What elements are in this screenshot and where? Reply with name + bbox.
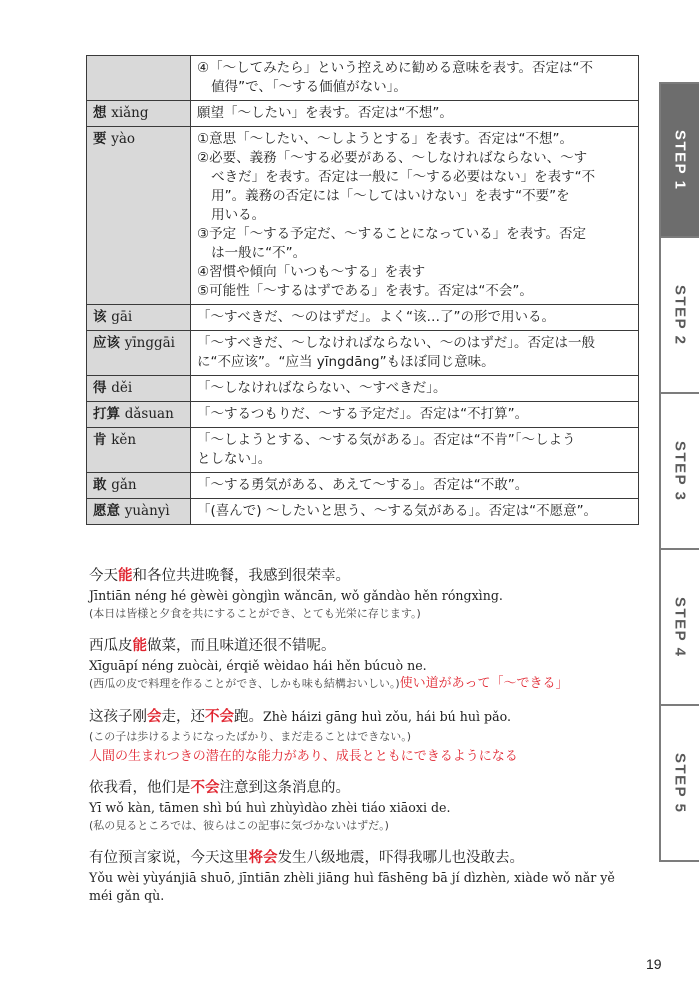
description-line: 「～するつもりだ、～する予定だ」。否定は“不打算”。	[197, 406, 529, 422]
grammar-row	[87, 305, 639, 331]
grammar-term-cell	[87, 499, 191, 525]
grammar-term: 愿意	[93, 503, 120, 519]
description-line: 「～すべきだ、～しなければならない、～のはずだ」。否定は一般	[197, 335, 595, 351]
sentence-text: 走，还	[161, 709, 205, 725]
description-line: 願望「～したい」を表す。否定は“不想”。	[197, 105, 453, 121]
sentence-text: 有位预言家说，今天这里	[89, 850, 249, 866]
description-line: としない」。	[197, 451, 272, 467]
grammar-term: 肯	[93, 432, 107, 448]
grammar-term-pinyin: gǎn	[111, 477, 137, 493]
grammar-description	[191, 499, 639, 525]
highlighted-word: 能	[118, 568, 133, 584]
grammar-term-pinyin: dǎsuan	[124, 406, 174, 422]
grammar-table	[86, 55, 639, 525]
grammar-row	[87, 127, 639, 305]
grammar-description	[191, 127, 639, 305]
pinyin-line: Yī wǒ kàn, tāmen shì bú huì zhùyìdào zhèi tiáo xiāoxi de.	[89, 800, 451, 815]
grammar-term-cell	[87, 473, 191, 499]
tab-step-4[interactable]	[659, 550, 699, 706]
tab-step-5[interactable]	[659, 706, 699, 862]
example-block	[89, 566, 641, 622]
grammar-term: 打算	[93, 406, 120, 422]
grammar-description	[191, 402, 639, 428]
translation-text: (西瓜の皮で料理を作ることができ、しかも味も結構おいしい。)	[89, 677, 400, 690]
chinese-sentence	[89, 778, 641, 799]
grammar-term-cell	[87, 376, 191, 402]
grammar-description	[191, 101, 639, 127]
pinyin-line: Xīguāpí néng zuòcài, érqiě wèidao hái hěn búcuò ne.	[89, 658, 427, 673]
translation-text: (私の見るところでは、彼らはこの記事に気づかないはずだ。)	[89, 819, 389, 832]
tab-label: STEP 5	[671, 752, 689, 814]
grammar-term: 该	[93, 309, 107, 325]
pinyin-line: Yǒu wèi yùyánjiā shuō, jīntiān zhèli jiāng huì fāshēng bā jí dìzhèn, xiàde wǒ nǎr yě méi gǎn qù.	[89, 870, 615, 903]
grammar-row	[87, 331, 639, 376]
usage-note: 使い道があって「～できる」	[399, 676, 569, 691]
grammar-term: 想	[93, 105, 107, 121]
sentence-text: 发生八级地震，吓得我哪儿也没敢去。	[277, 850, 524, 866]
description-line: ①意思「～したい、～しようとする」を表す。否定は“不想”。	[197, 131, 574, 147]
grammar-row	[87, 56, 639, 101]
tab-step-1[interactable]	[659, 82, 699, 238]
grammar-term: 要	[93, 131, 107, 147]
example-sentences	[89, 566, 641, 919]
sentence-text: 跑。	[234, 709, 263, 725]
highlighted-word: 不会	[190, 780, 220, 796]
sentence-text: 西瓜皮	[89, 638, 133, 654]
grammar-term-pinyin: kěn	[111, 432, 137, 448]
description-line: 「～する勇気がある、あえて～する」。否定は“不敢”。	[197, 477, 529, 493]
tab-step-2[interactable]	[659, 238, 699, 394]
grammar-table-body	[87, 56, 639, 525]
translation-text: (この子は歩けるようになったばかり、まだ走ることはできない。)	[89, 730, 412, 743]
grammar-row	[87, 402, 639, 428]
grammar-term-pinyin: xiǎng	[111, 105, 149, 121]
description-line: 用”。義務の否定には「～してはいけない」を表す“不要”を	[211, 188, 570, 204]
chinese-sentence	[89, 566, 641, 587]
tab-label: STEP 2	[671, 284, 689, 346]
chinese-sentence	[89, 848, 641, 869]
description-line: は一般に“不”。	[211, 245, 307, 261]
description-line: 値得”で、「～する価値がない」。	[211, 79, 407, 95]
highlighted-word: 将会	[248, 850, 278, 866]
example-block	[89, 848, 641, 905]
grammar-description	[191, 376, 639, 402]
tab-label: STEP 1	[671, 129, 689, 191]
grammar-term: 得	[93, 380, 107, 396]
description-line: ④習慣や傾向「いつも～する」を表す	[197, 264, 426, 280]
description-line: ②必要、義務「～する必要がある、～しなければならない、～す	[197, 150, 588, 166]
grammar-row	[87, 428, 639, 473]
grammar-term-pinyin: děi	[111, 380, 133, 396]
description-line: 「～しようとする、～する気がある」。否定は“不肯”「～しよう	[197, 432, 576, 448]
grammar-term-pinyin: yào	[111, 131, 136, 147]
grammar-term-pinyin: yīnggāi	[124, 335, 175, 351]
grammar-term-cell	[87, 127, 191, 305]
description-line: 用いる。	[211, 207, 266, 223]
description-line: に“不应该”。“应当 yīngdāng”もほぼ同じ意味。	[197, 354, 495, 370]
grammar-term-cell	[87, 101, 191, 127]
sentence-text: 今天	[89, 568, 118, 584]
tab-label: STEP 4	[671, 596, 689, 658]
chinese-sentence	[89, 706, 641, 728]
grammar-term-cell	[87, 305, 191, 331]
description-line: べきだ」を表す。否定は一般に「～する必要はない」を表す“不	[211, 169, 596, 185]
example-block	[89, 778, 641, 834]
grammar-term-cell	[87, 56, 191, 101]
description-line: ④「～してみたら」という控えめに勧める意味を表す。否定は“不	[197, 60, 594, 76]
grammar-description	[191, 56, 639, 101]
sentence-text: 注意到这条消息的。	[219, 780, 350, 796]
sentence-text: 做菜，而且味道还很不错呢。	[147, 638, 336, 654]
grammar-row	[87, 499, 639, 525]
grammar-row	[87, 376, 639, 402]
grammar-row	[87, 101, 639, 127]
grammar-term: 敢	[93, 477, 107, 493]
grammar-description	[191, 473, 639, 499]
japanese-translation	[89, 728, 641, 745]
sentence-text: 这孩子刚	[89, 709, 147, 725]
sentence-text: 依我看，他们是	[89, 780, 191, 796]
pinyin-line: Jīntiān néng hé gèwèi gòngjìn wǎncān, wǒ gǎndào hěn róngxìng.	[89, 588, 503, 603]
description-line: 「～すべきだ、～のはずだ」。よく“该…了”の形で用いる。	[197, 309, 555, 325]
japanese-translation	[89, 817, 641, 834]
grammar-description	[191, 305, 639, 331]
description-line: 「(喜んで) ～したいと思う、～する気がある」。否定は“不愿意”。	[197, 503, 598, 519]
description-line: ⑤可能性「～するはずである」を表す。否定は“不会”。	[197, 283, 533, 299]
sentence-text: Zhè háizi gāng huì zǒu, hái bú huì pǎo.	[263, 709, 511, 724]
grammar-term-cell	[87, 331, 191, 376]
page-number: 19	[646, 956, 662, 972]
example-block	[89, 706, 641, 764]
grammar-term-pinyin: yuànyì	[124, 503, 170, 519]
grammar-row	[87, 473, 639, 499]
highlighted-word: 能	[132, 638, 147, 654]
sentence-text: 和各位共进晚餐，我感到很荣幸。	[132, 568, 350, 584]
grammar-term-cell	[87, 428, 191, 473]
description-line: 「～しなければならない、～すべきだ」。	[197, 380, 447, 396]
grammar-description	[191, 331, 639, 376]
chinese-sentence	[89, 636, 641, 657]
tab-step-3[interactable]	[659, 394, 699, 550]
japanese-translation	[89, 675, 641, 692]
step-tabs	[659, 82, 699, 862]
highlighted-word: 会	[147, 709, 162, 725]
tab-label: STEP 3	[671, 440, 689, 502]
example-block	[89, 636, 641, 692]
description-line: ③予定「～する予定だ、～することになっている」を表す。否定	[197, 226, 587, 242]
highlighted-word: 不会	[205, 709, 234, 725]
grammar-term-cell	[87, 402, 191, 428]
grammar-term: 应该	[93, 335, 120, 351]
usage-note: 人間の生まれつきの潜在的な能力があり、成長とともにできるようになる	[89, 749, 518, 764]
grammar-description	[191, 428, 639, 473]
translation-text: (本日は皆様と夕食を共にすることができ、とても光栄に存じます。)	[89, 607, 421, 620]
grammar-term-pinyin: gāi	[111, 309, 133, 325]
japanese-translation	[89, 605, 641, 622]
